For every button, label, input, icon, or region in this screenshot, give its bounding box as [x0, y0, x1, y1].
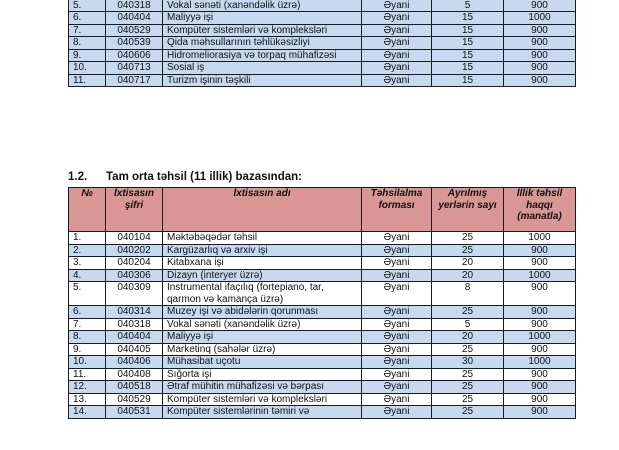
row-number: 5.: [69, 282, 106, 306]
annual-fee: 900: [504, 343, 576, 356]
annual-fee: 900: [504, 0, 576, 12]
annual-fee: 1000: [504, 269, 576, 282]
speciality-code: 040529: [106, 24, 163, 37]
table2-header: [69, 188, 576, 232]
study-form: Əyani: [362, 269, 432, 282]
annual-fee: 1000: [504, 331, 576, 344]
row-number: 5.: [69, 0, 106, 12]
study-form: Əyani: [362, 0, 432, 12]
row-number: 13.: [69, 393, 106, 406]
speciality-name: Sığorta işi: [163, 368, 362, 381]
header-fee: İllik təhsil haqqı (manatla): [504, 188, 576, 232]
annual-fee: 900: [504, 381, 576, 394]
row-number: 11.: [69, 74, 106, 87]
speciality-code: 040518: [106, 381, 163, 394]
table-row: [69, 0, 576, 12]
row-number: 14.: [69, 406, 106, 419]
speciality-name: İnstrumental ifaçılıq (fortepiano, tar, qarmon və kamança üzrə): [163, 282, 362, 306]
section-heading: [68, 171, 302, 183]
study-form: Əyani: [362, 306, 432, 319]
header-seats: Ayrılmış yerlərin sayı: [432, 188, 504, 232]
table-row: [69, 318, 576, 331]
admission-table-continued: [68, 0, 576, 87]
speciality-code: 040314: [106, 306, 163, 319]
allocated-seats: 15: [432, 24, 504, 37]
table-row: [69, 406, 576, 419]
speciality-name: Sosial iş: [163, 62, 362, 75]
table-row: [69, 12, 576, 25]
table-row: [69, 244, 576, 257]
table-row: [69, 269, 576, 282]
study-form: Əyani: [362, 49, 432, 62]
study-form: Əyani: [362, 257, 432, 270]
speciality-name: Ətraf mühitin mühafizəsi və bərpası: [163, 381, 362, 394]
table-row: [69, 24, 576, 37]
annual-fee: 900: [504, 49, 576, 62]
speciality-name: Kitabxana işi: [163, 257, 362, 270]
section-number: 1.2.: [68, 171, 88, 183]
speciality-name: Muzey işi və abidələrin qorunması: [163, 306, 362, 319]
table-row: [69, 257, 576, 270]
annual-fee: 900: [504, 37, 576, 50]
speciality-code: 040306: [106, 269, 163, 282]
speciality-name: Kompüter sistemlərinin təmiri və: [163, 406, 362, 419]
study-form: Əyani: [362, 381, 432, 394]
row-number: 7.: [69, 24, 106, 37]
study-form: Əyani: [362, 37, 432, 50]
speciality-code: 040318: [106, 0, 163, 12]
annual-fee: 900: [504, 306, 576, 319]
table-row: [69, 74, 576, 87]
allocated-seats: 25: [432, 381, 504, 394]
allocated-seats: 25: [432, 232, 504, 245]
row-number: 6.: [69, 12, 106, 25]
allocated-seats: 5: [432, 0, 504, 12]
allocated-seats: 30: [432, 356, 504, 369]
allocated-seats: 20: [432, 257, 504, 270]
row-number: 6.: [69, 306, 106, 319]
allocated-seats: 15: [432, 37, 504, 50]
study-form: Əyani: [362, 343, 432, 356]
study-form: Əyani: [362, 232, 432, 245]
row-number: 1.: [69, 232, 106, 245]
allocated-seats: 25: [432, 393, 504, 406]
table-row: [69, 62, 576, 75]
allocated-seats: 15: [432, 62, 504, 75]
study-form: Əyani: [362, 62, 432, 75]
study-form: Əyani: [362, 24, 432, 37]
speciality-code: 040408: [106, 368, 163, 381]
speciality-name: Kompüter sistemləri və kompleksləri: [163, 24, 362, 37]
annual-fee: 1000: [504, 232, 576, 245]
header-code: İxtisasın şifri: [106, 188, 163, 232]
row-number: 7.: [69, 318, 106, 331]
speciality-code: 040406: [106, 356, 163, 369]
speciality-code: 040529: [106, 393, 163, 406]
study-form: Əyani: [362, 356, 432, 369]
speciality-name: Qida məhsullarının təhlükəsizliyi: [163, 37, 362, 50]
speciality-code: 040606: [106, 49, 163, 62]
row-number: 8.: [69, 331, 106, 344]
study-form: Əyani: [362, 331, 432, 344]
row-number: 12.: [69, 381, 106, 394]
study-form: Əyani: [362, 282, 432, 306]
table2-body: [69, 232, 576, 419]
speciality-name: Vokal sənəti (xanəndəlik üzrə): [163, 0, 362, 12]
table-row: [69, 381, 576, 394]
speciality-code: 040204: [106, 257, 163, 270]
study-form: Əyani: [362, 393, 432, 406]
speciality-code: 040531: [106, 406, 163, 419]
annual-fee: 900: [504, 368, 576, 381]
annual-fee: 900: [504, 393, 576, 406]
study-form: Əyani: [362, 368, 432, 381]
speciality-name: Vokal sənəti (xanəndəlik üzrə): [163, 318, 362, 331]
table-row: [69, 331, 576, 344]
annual-fee: 900: [504, 257, 576, 270]
section-title: Tam orta təhsil (11 illik) bazasından:: [106, 171, 302, 183]
table-row: [69, 343, 576, 356]
study-form: Əyani: [362, 406, 432, 419]
speciality-name: Turizm işinin təşkili: [163, 74, 362, 87]
annual-fee: 900: [504, 244, 576, 257]
speciality-code: 040309: [106, 282, 163, 306]
annual-fee: 1000: [504, 356, 576, 369]
allocated-seats: 15: [432, 74, 504, 87]
table-row: [69, 356, 576, 369]
speciality-code: 040202: [106, 244, 163, 257]
table1-body: [69, 0, 576, 87]
speciality-code: 040539: [106, 37, 163, 50]
speciality-code: 040318: [106, 318, 163, 331]
table-row: [69, 306, 576, 319]
study-form: Əyani: [362, 318, 432, 331]
row-number: 9.: [69, 343, 106, 356]
table-row: [69, 393, 576, 406]
speciality-code: 040713: [106, 62, 163, 75]
speciality-name: Mühasibat uçotu: [163, 356, 362, 369]
speciality-code: 040404: [106, 331, 163, 344]
annual-fee: 900: [504, 406, 576, 419]
speciality-name: Kompüter sistemləri və kompleksləri: [163, 393, 362, 406]
speciality-code: 040404: [106, 12, 163, 25]
row-number: 4.: [69, 269, 106, 282]
allocated-seats: 25: [432, 306, 504, 319]
speciality-name: Maliyyə işi: [163, 331, 362, 344]
annual-fee: 900: [504, 282, 576, 306]
annual-fee: 900: [504, 62, 576, 75]
speciality-name: Məktəbəqədər təhsil: [163, 232, 362, 245]
table-row: [69, 282, 576, 306]
speciality-name: Kargüzarlıq və arxiv işi: [163, 244, 362, 257]
row-number: 8.: [69, 37, 106, 50]
header-name: İxtisasın adı: [163, 188, 362, 232]
annual-fee: 900: [504, 74, 576, 87]
allocated-seats: 5: [432, 318, 504, 331]
study-form: Əyani: [362, 12, 432, 25]
header-form: Təhsilalma forması: [362, 188, 432, 232]
speciality-code: 040405: [106, 343, 163, 356]
speciality-name: Maliyyə işi: [163, 12, 362, 25]
table-row: [69, 49, 576, 62]
speciality-name: Dizayn (interyer üzrə): [163, 269, 362, 282]
row-number: 2.: [69, 244, 106, 257]
allocated-seats: 15: [432, 12, 504, 25]
admission-table-complete-secondary: [68, 187, 576, 419]
speciality-code: 040104: [106, 232, 163, 245]
allocated-seats: 20: [432, 331, 504, 344]
allocated-seats: 25: [432, 343, 504, 356]
annual-fee: 900: [504, 318, 576, 331]
row-number: 3.: [69, 257, 106, 270]
table-row: [69, 37, 576, 50]
speciality-code: 040717: [106, 74, 163, 87]
row-number: 9.: [69, 49, 106, 62]
table-row: [69, 232, 576, 245]
allocated-seats: 20: [432, 269, 504, 282]
table-row: [69, 368, 576, 381]
row-number: 11.: [69, 368, 106, 381]
annual-fee: 900: [504, 24, 576, 37]
header-number: №: [69, 188, 106, 232]
allocated-seats: 15: [432, 49, 504, 62]
allocated-seats: 25: [432, 368, 504, 381]
annual-fee: 1000: [504, 12, 576, 25]
row-number: 10.: [69, 356, 106, 369]
speciality-name: Marketinq (sahələr üzrə): [163, 343, 362, 356]
row-number: 10.: [69, 62, 106, 75]
allocated-seats: 25: [432, 244, 504, 257]
allocated-seats: 25: [432, 406, 504, 419]
study-form: Əyani: [362, 74, 432, 87]
speciality-name: Hidromeliorasiya və torpaq mühafizəsi: [163, 49, 362, 62]
allocated-seats: 8: [432, 282, 504, 306]
study-form: Əyani: [362, 244, 432, 257]
